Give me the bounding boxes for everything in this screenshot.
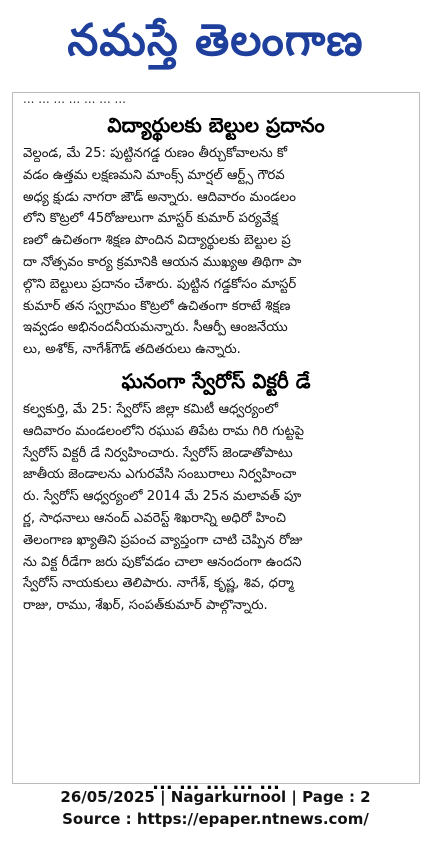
article-2-headline: ఘనంగా స్వేరోస్ విక్టరీ డే [121,368,311,393]
article-1-line: అధ్య క్షుడు నాగరా జౌడ్ అన్నారు. ఆదివారం మండలం [23,189,296,205]
article-2-body [13,399,419,617]
article-2-line: రు. స్వేరోస్ ఆధ్వర్యంలో 2014 మే 25న మలావత్ పూ [23,489,302,505]
article-2-line: ఆదివారం మండలంలోని రఘుప తిపేట రామ గిరి గుట్టపై [23,423,305,439]
clipped-top-text: ... ... ... ... ... ... ... [23,92,126,106]
article-2-line: స్వేరోస్ నాయకులు తెలిపారు. నాగేశ్, కృష్ణ, శివ, ధర్మా [23,576,294,592]
article-1-line: లు, అశోక్, నాగేశ్‌గౌడ్ తదితరులు ఉన్నారు. [23,342,241,358]
article-2-line: స్వేరోస్ విక్టరీ డే నిర్వహించారు. స్వేరోస్ జెండాతోపాటు [23,445,293,461]
article-2-line: కల్వకుర్తి, మే 25: స్వేరోస్ జిల్లా కమిటీ ఆధ్వర్యంలో [23,401,279,417]
article-1-line: ఇవ్వడం అభినందనీయమన్నారు. సీఆర్పీ ఆంజనేయు [23,320,288,336]
article-2-line: జాతీయ జెండాలను ఎగురవేసి సంబురాలు నిర్వహించా [23,467,297,483]
article-1-line: వడం ఉత్తమ లక్షణమని మాంక్స్ మార్షల్ ఆర్ట్స్ గౌరవ [23,167,285,183]
article-1-line: ల్గొని బెల్టులు ప్రదానం చేశారు. పుట్టిన గడ్డకోసం మాస్టర్ [23,276,297,292]
article-2-line: రాజు, రాము, శేఖర్, సంపత్‌కుమార్ పాల్గొన్నారు. [23,598,268,614]
article-2-line: ను విక్ట రీడేగా జరు పుకోవడం చాలా ఆనందంగా ఉందని [23,554,302,570]
edition-info: 26/05/2025 | Nagarkurnool | Page : 2 [60,788,371,806]
article-1-headline: విద్యార్థులకు బెల్టుల ప్రదానం [107,113,325,137]
clipping-footer [0,786,431,830]
article-1-body [13,143,419,361]
clipped-bottom-headline: ... ... ... ... ... [152,773,280,794]
source-link[interactable]: Source : https://epaper.ntnews.com/ [62,810,369,828]
article-2-line: ర్ణ, సాధనాలు ఆనంద్ ఎవరెస్ట్ శిఖరాన్ని అధిరో హించి [23,510,286,526]
news-clipping [12,92,420,794]
newspaper-masthead: నమస్తే తెలంగాణ [67,15,364,66]
article-1-line: దా నోత్సవం కార్య క్రమానికి ఆయన ముఖ్యఅ తిథిగా పా [23,254,302,270]
article-1-line: ణలో ఉచితంగా శిక్షణ పొందిన విద్యార్థులకు బెల్టుల ప్ర [23,233,291,249]
article-1-line: కుమార్ తన స్వగ్రామం కొట్రలో ఉచితంగా కరాటే శిక్షణ [23,298,291,314]
article-2-line: తెలంగాణ ఖ్యాతిని ప్రపంచ వ్యాప్తంగా చాటి చెప్పిన రోజు [23,532,303,548]
article-1-line: లోని కొట్రలో 45రోజులుగా మాస్టర్ కుమార్ పర్యవేక్ష [23,211,278,227]
article-1-line: వెల్దండ, మే 25: పుట్టినగడ్డ రుణం తీర్చుకోవాలను కో [23,146,288,161]
